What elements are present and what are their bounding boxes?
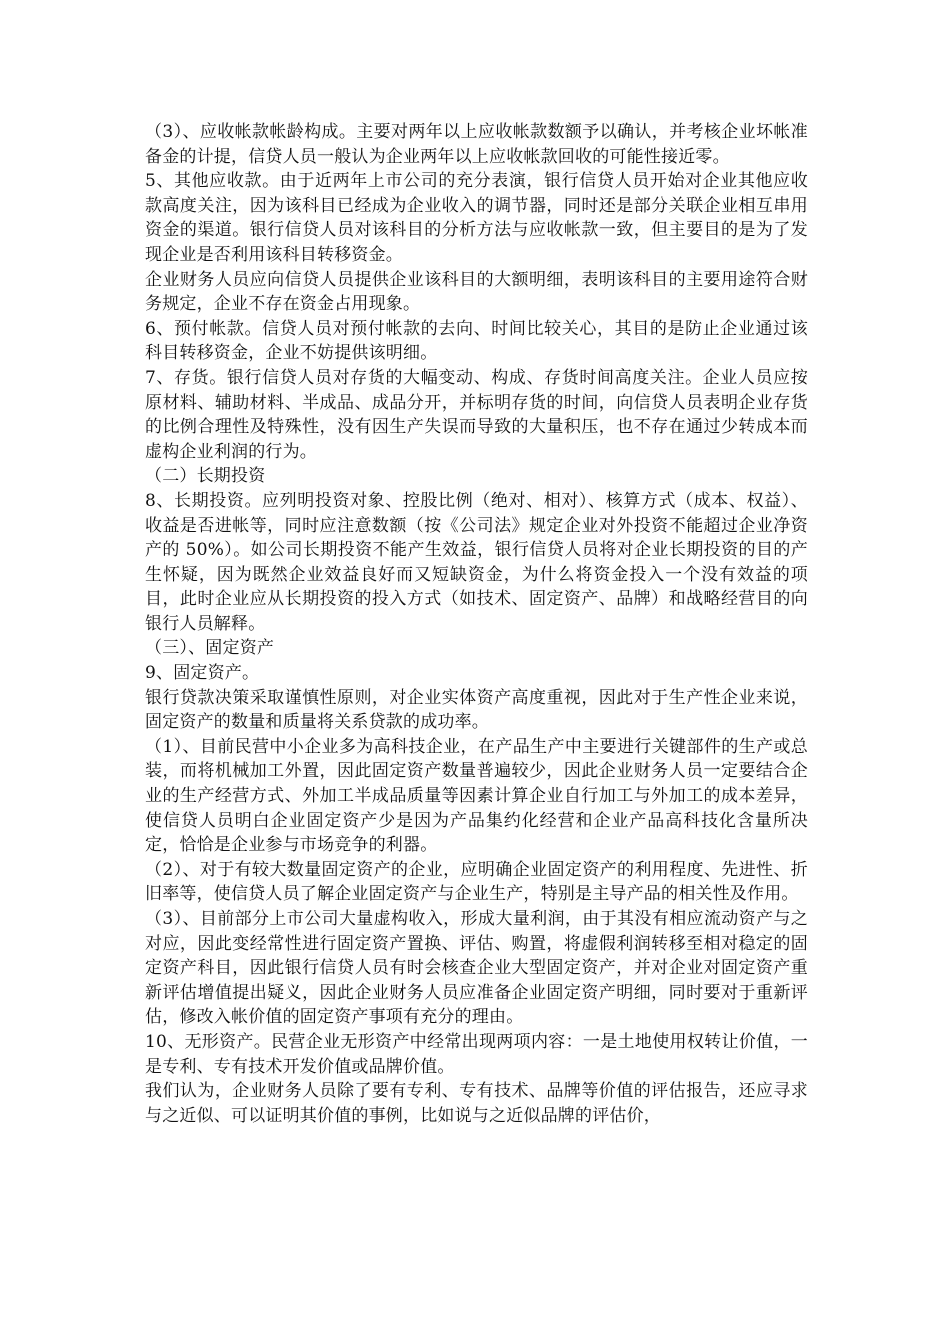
paragraph-fixed-assets-point-3: （3）、目前部分上市公司大量虚构收入，形成大量利润，由于其没有相应流动资产与之对应，因此变经常性进行固定资产置换、评估、购置，将虚假利润转移至相对稳定的固定资产科目，因此银行信贷人员有时会核查企业大型固定资产，并对企业对固定资产重新评估增值提出疑义，因此企业财务人员应准备企业固定资产明细，同时要对于重新评估，修改入帐价值的固定资产事项有充分的理由。 <box>145 909 808 1028</box>
paragraph-intangible-assets: 10、无形资产。民营企业无形资产中经常出现两项内容：一是土地使用权转让价值，一是专利、专有技术开发价值或品牌价值。 <box>145 1031 808 1077</box>
paragraph-other-receivables-detail: 企业财务人员应向信贷人员提供企业该科目的大额明细，表明该科目的主要用途符合财务规定，企业不存在资金占用现象。 <box>145 269 808 315</box>
paragraph-other-receivables: 5、其他应收款。由于近两年上市公司的充分表演，银行信贷人员开始对企业其他应收款高度关注，因为该科目已经成为企业收入的调节器，同时还是部分关联企业相互串用资金的渠道。银行信贷人员对该科目的分析方法与应收帐款一致，但主要目的是为了发现企业是否利用该科目转移资金。 <box>145 171 808 265</box>
section-heading-fixed-assets: （三）、固定资产 <box>145 638 275 659</box>
paragraph-fixed-assets-intro: 银行贷款决策采取谨慎性原则，对企业实体资产高度重视，因此对于生产性企业来说，固定资产的数量和质量将关系贷款的成功率。 <box>145 687 808 733</box>
paragraph-fixed-assets-point-1: （1）、目前民营中小企业多为高科技企业，在产品生产中主要进行关键部件的生产或总装，而将机械加工外置，因此固定资产数量普遍较少，因此企业财务人员一定要结合企业的生产经营方式、外加工半成品质量等因素计算企业自行加工与外加工的成本差异，使信贷人员明白企业固定资产少是因为产品集约化经营和企业产品高科技化含量所决定，恰恰是企业参与市场竞争的利器。 <box>145 736 808 856</box>
document-body <box>145 120 808 1128</box>
paragraph-prepayments: 6、预付帐款。信贷人员对预付帐款的去向、时间比较关心，其目的是防止企业通过该科目转移资金，企业不妨提供该明细。 <box>145 318 808 364</box>
section-heading-long-term-investment: （二）长期投资 <box>145 466 266 487</box>
paragraph-long-term-investment: 8、长期投资。应列明投资对象、控股比例（绝对、相对）、核算方式（成本、权益）、收益是否进帐等，同时应注意数额（按《公司法》规定企业对外投资不能超过企业净资产的 50%）。如公司长期投资不能产生效益，银行信贷人员将对企业长期投资的目的产生怀疑，因为既然企业效益良好而又短缺资金，为什么将资金投入一个没有效益的项目，此时企业应从长期投资的投入方式（如技术、固定资产、品牌）和战略经营目的向银行人员解释。 <box>145 490 808 634</box>
paragraph-intangible-assets-advice: 我们认为，企业财务人员除了要有专利、专有技术、品牌等价值的评估报告，还应寻求与之近似、可以证明其价值的事例，比如说与之近似品牌的评估价， <box>145 1081 808 1126</box>
paragraph-inventory: 7、存货。银行信贷人员对存货的大幅变动、构成、存货时间高度关注。企业人员应按原材料、辅助材料、半成品、成品分开，并标明存货的时间，向信贷人员表明企业存货的比例合理性及特殊性，没有因生产失误而导致的大量积压，也不存在通过少转成本而虚构企业利润的行为。 <box>145 367 808 462</box>
paragraph-fixed-assets-title: 9、固定资产。 <box>145 663 260 684</box>
paragraph-fixed-assets-point-2: （2）、对于有较大数量固定资产的企业，应明确企业固定资产的利用程度、先进性、折旧率等，使信贷人员了解企业固定资产与企业生产，特别是主导产品的相关性及作用。 <box>145 859 808 905</box>
paragraph-receivable-aging: （3）、应收帐款帐龄构成。主要对两年以上应收帐款数额予以确认，并考核企业坏帐准备金的计提，信贷人员一般认为企业两年以上应收帐款回收的可能性接近零。 <box>145 122 808 167</box>
